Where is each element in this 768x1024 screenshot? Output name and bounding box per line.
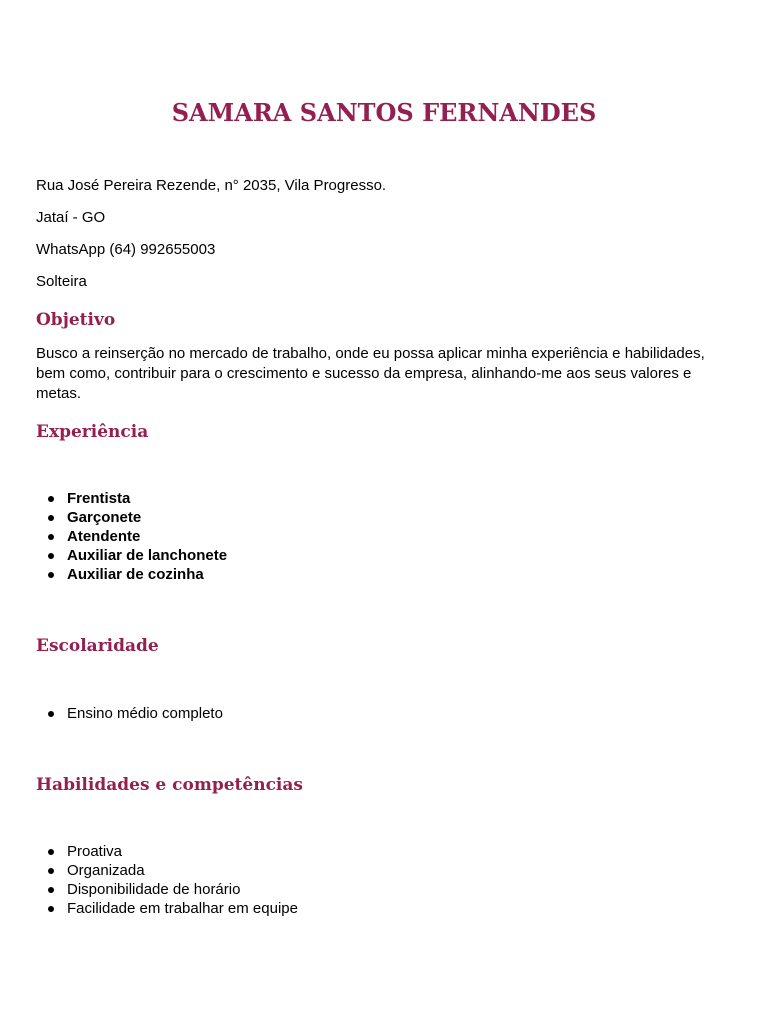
list-item xyxy=(36,842,298,861)
bullet-icon xyxy=(48,887,54,893)
experience-list xyxy=(36,489,227,584)
skill-item: Proativa xyxy=(67,843,123,860)
experience-item: Auxiliar de cozinha xyxy=(67,566,204,583)
bullet-icon xyxy=(48,534,54,540)
bullet-icon xyxy=(48,906,54,912)
bullet-icon xyxy=(48,849,54,855)
list-item xyxy=(36,880,298,899)
list-item xyxy=(36,899,298,918)
contact-city: Jataí - GO xyxy=(36,209,106,226)
bullet-icon xyxy=(48,553,54,559)
contact-address: Rua José Pereira Rezende, n° 2035, Vila Progresso. xyxy=(36,177,387,194)
contact-phone: WhatsApp (64) 992655003 xyxy=(36,241,216,258)
list-item xyxy=(36,546,227,565)
experience-item: Atendente xyxy=(67,528,141,545)
bullet-icon xyxy=(48,496,54,502)
list-item xyxy=(36,489,227,508)
list-item xyxy=(36,704,223,723)
skill-item: Organizada xyxy=(67,862,145,879)
education-item: Ensino médio completo xyxy=(67,705,223,722)
skills-heading: Habilidades e competências xyxy=(36,775,303,795)
list-item xyxy=(36,527,227,546)
education-list xyxy=(36,704,223,723)
list-item xyxy=(36,508,227,527)
bullet-icon xyxy=(48,868,54,874)
skill-item: Facilidade em trabalhar em equipe xyxy=(67,900,298,917)
candidate-name: SAMARA SANTOS FERNANDES xyxy=(171,98,597,127)
skill-item: Disponibilidade de horário xyxy=(67,881,241,898)
experience-item: Auxiliar de lanchonete xyxy=(67,547,228,564)
objective-heading: Objetivo xyxy=(36,310,116,330)
experience-item: Frentista xyxy=(67,490,131,507)
bullet-icon xyxy=(48,711,54,717)
marital-status: Solteira xyxy=(36,273,87,290)
objective-text: Busco a reinserção no mercado de trabalho, onde eu possa aplicar minha experiência e habilidades, bem como, contribuir para o crescimento e sucesso da empresa, alinhando-me aos seus valores e metas. xyxy=(36,345,705,402)
education-heading: Escolaridade xyxy=(36,636,159,656)
experience-heading: Experiência xyxy=(36,422,149,442)
experience-item: Garçonete xyxy=(67,509,142,526)
list-item xyxy=(36,565,227,584)
bullet-icon xyxy=(48,515,54,521)
bullet-icon xyxy=(48,572,54,578)
skills-list xyxy=(36,842,298,918)
list-item xyxy=(36,861,298,880)
